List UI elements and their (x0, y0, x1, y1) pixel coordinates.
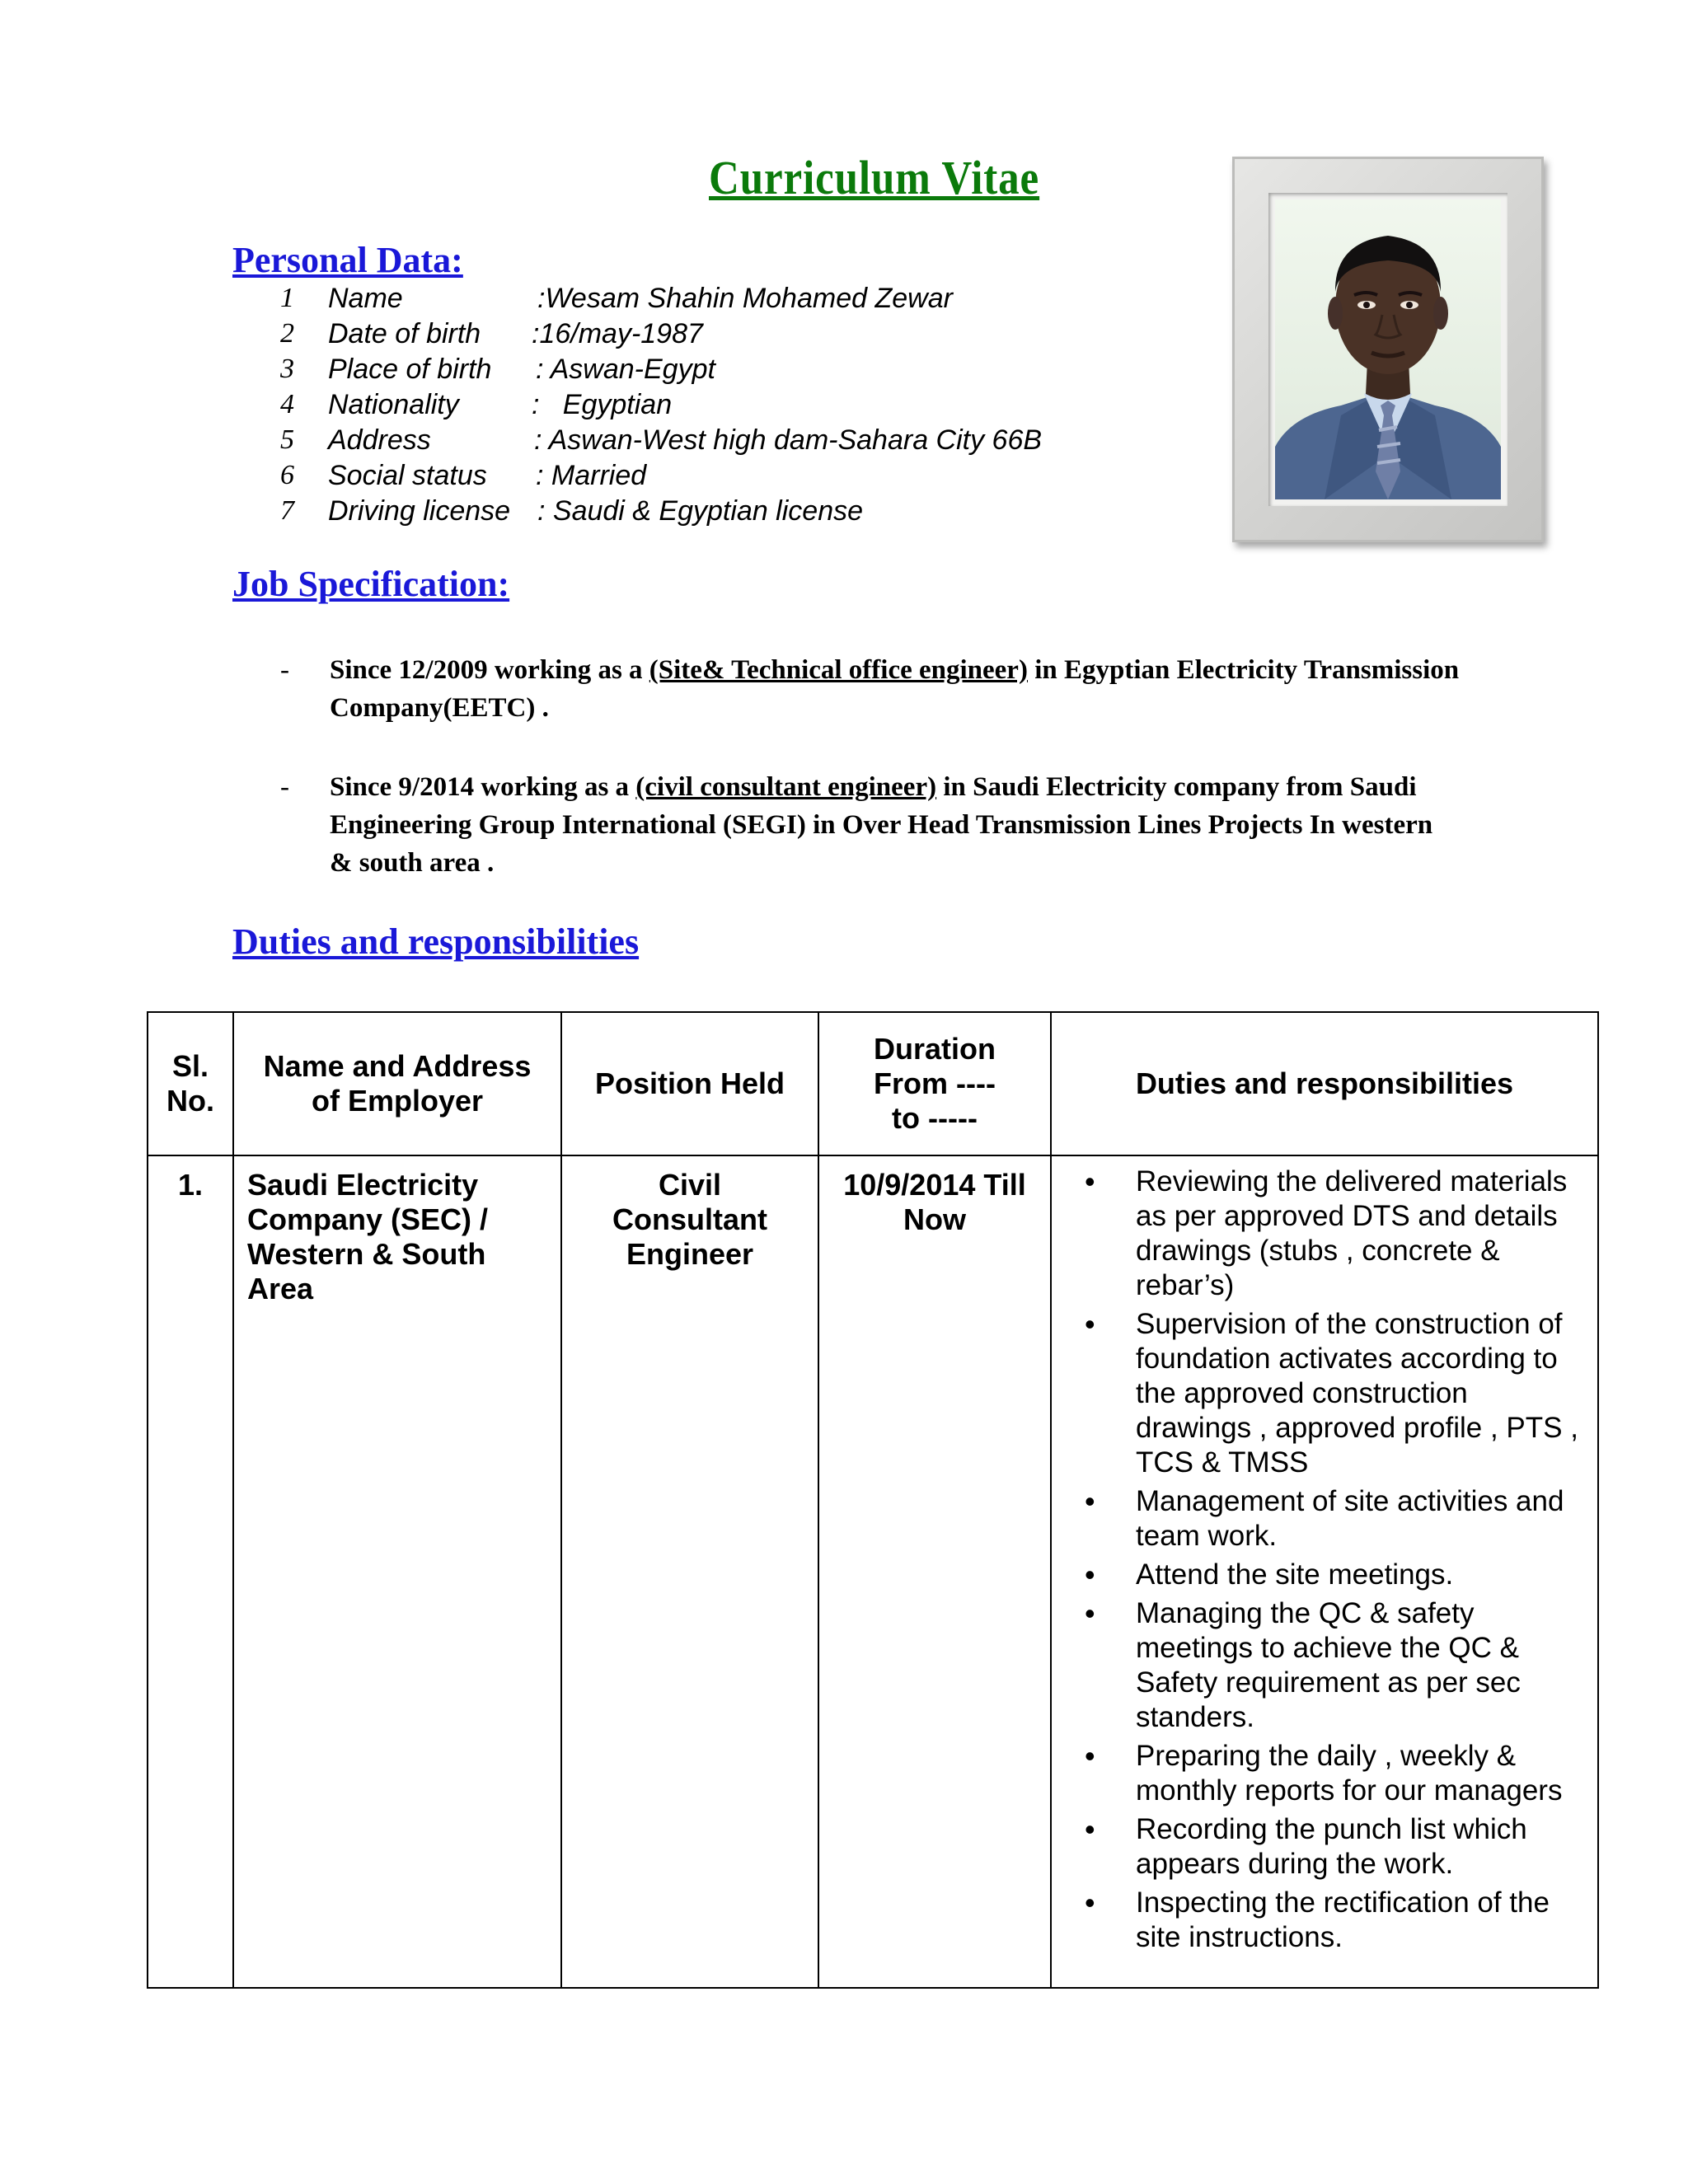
row-number: 2 (280, 318, 294, 349)
field-label: Nationality (328, 389, 459, 420)
job-specification-heading: Job Specification: (232, 564, 510, 604)
job-specification-list (280, 651, 1517, 890)
list-dash: - (280, 655, 289, 685)
field-label: Driving license (328, 495, 511, 527)
table-header-row (148, 1012, 1598, 1155)
field-value: :16/may-1987 (532, 318, 703, 349)
field-label: Name (328, 283, 403, 314)
list-item: • Supervision of the construction of foundation activates according to the approved construction drawings , approved profile , PTS , TCS & TMSS (1052, 1307, 1586, 1480)
personal-data-list (280, 283, 1187, 530)
field-label: Place of birth (328, 354, 492, 385)
photo-mat (1268, 193, 1507, 506)
list-item: • Inspecting the rectification of the site instructions. (1052, 1886, 1586, 1955)
list-item: • Managing the QC & safety meetings to achieve the QC & Safety requirement as per sec standers. (1052, 1596, 1586, 1735)
field-value: :Wesam Shahin Mohamed Zewar (537, 283, 953, 314)
field-value: : Aswan-Egypt (536, 354, 715, 385)
field-value: : Married (536, 460, 647, 491)
cell-duties (1051, 1155, 1598, 1988)
list-item: • Reviewing the delivered materials as per approved DTS and details drawings (stubs , concrete & rebar’s) (1052, 1165, 1586, 1303)
job-text-part: Since 12/2009 working as a (330, 655, 649, 685)
page-title: Curriculum Vitae (709, 151, 1040, 204)
list-item: • Attend the site meetings. (1052, 1558, 1586, 1592)
header-sl-no: Sl. No. (148, 1012, 233, 1155)
field-label: Social status (328, 460, 487, 491)
row-number: 7 (280, 495, 294, 526)
field-value: : Aswan-West high dam-Sahara City 66B (534, 424, 1043, 456)
job-text-part: in Saudi Electricity company from Saudi Engineering Group International (SEGI) in Over Head Transmission Lines Projects In western & south area . (330, 772, 1433, 878)
list-item: • Recording the punch list which appears during the work. (1052, 1812, 1586, 1882)
job-item-text (330, 651, 1517, 727)
list-item: • Management of site activities and team work. (1052, 1484, 1586, 1554)
table-row (148, 1155, 1598, 1988)
list-dash: - (280, 772, 289, 802)
row-number: 5 (280, 424, 294, 455)
list-item: • Preparing the daily , weekly & monthly reports for our managers (1052, 1739, 1586, 1808)
personal-data-heading: Personal Data: (232, 240, 463, 280)
row-number: 3 (280, 354, 294, 384)
header-duties: Duties and responsibilities (1051, 1012, 1598, 1155)
field-value: : Egyptian (532, 389, 673, 420)
job-title-underlined: (Site& Technical office engineer) (649, 655, 1028, 685)
row-number: 4 (280, 389, 294, 419)
header-duration: Duration From ---- to ----- (818, 1012, 1051, 1155)
duties-list (1052, 1156, 1597, 1955)
cell-employer: Saudi Electricity Company (SEC) / Western & South Area (233, 1155, 561, 1988)
header-position: Position Held (561, 1012, 818, 1155)
job-text-part: Since 9/2014 working as a (330, 772, 636, 802)
job-text-part: in Egyptian Electricity Transmission Company(EETC) . (330, 655, 1460, 723)
field-label: Address (328, 424, 431, 456)
header-employer: Name and Address of Employer (233, 1012, 561, 1155)
field-value: : Saudi & Egyptian license (537, 495, 864, 527)
job-item-text (330, 768, 1434, 882)
field-label: Date of birth (328, 318, 481, 349)
cell-position: Civil Consultant Engineer (561, 1155, 818, 1988)
photo-frame (1232, 157, 1544, 542)
portrait-illustration (1275, 199, 1501, 499)
row-number: 6 (280, 460, 294, 490)
duties-heading: Duties and responsibilities (232, 921, 640, 962)
job-title-underlined: (civil consultant engineer) (635, 772, 937, 802)
duties-table (147, 1011, 1599, 1989)
cell-duration: 10/9/2014 Till Now (818, 1155, 1051, 1988)
cell-sl-no: 1. (148, 1155, 233, 1988)
row-number: 1 (280, 283, 294, 313)
portrait-photo (1275, 199, 1501, 499)
